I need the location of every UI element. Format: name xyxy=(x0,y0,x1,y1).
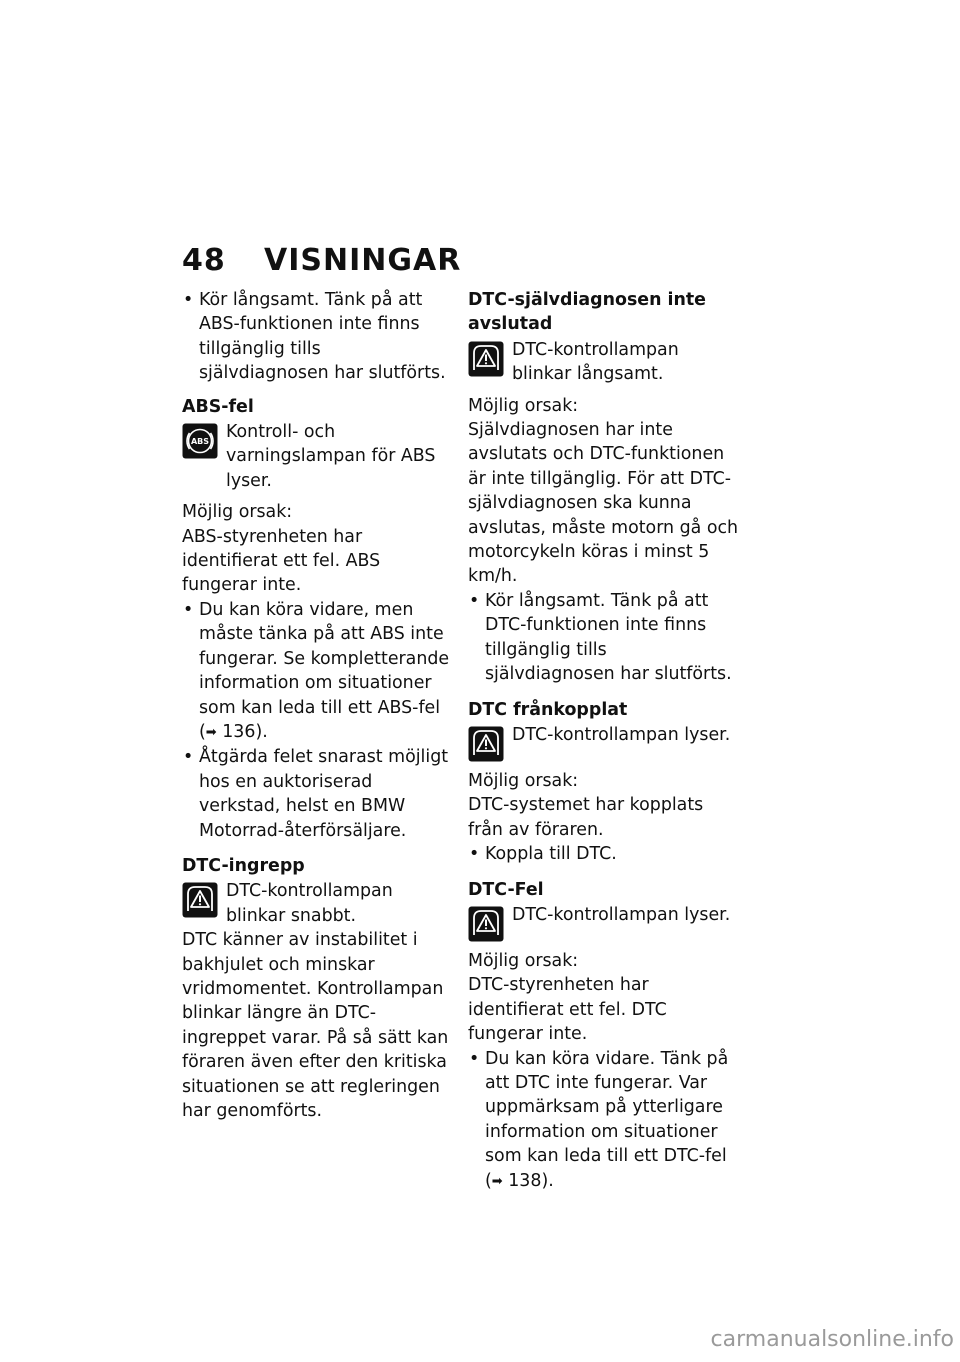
abs-warning-icon xyxy=(182,423,218,459)
indicator-row xyxy=(468,723,740,762)
bullet-item: • Kör långsamt. Tänk på att DTC-funktionen inte finns tillgänglig tills självdiagnosen har slutförts. xyxy=(469,590,732,685)
cause-label: Möjlig orsak: xyxy=(182,502,293,523)
section-heading-dtc-fel: DTC-Fel xyxy=(468,879,544,900)
cause-text: Självdiagnosen har inte avslutats och DTC-funktionen är inte tillgänglig. För att DTC-självdiagnosen ska kunna avslutas, måste motorn gå och motorcykeln köras i minst 5 km/h. xyxy=(468,420,739,587)
left-column xyxy=(182,288,452,1123)
watermark: carmanualsonline.info xyxy=(710,1327,954,1352)
cause-label: Möjlig orsak: xyxy=(468,770,579,791)
bullet-item: • Koppla till DTC. xyxy=(469,844,617,865)
cause-label: Möjlig orsak: xyxy=(468,950,579,971)
indicator-description: DTC-kontrollampan blinkar snabbt. xyxy=(226,881,393,926)
indicator-row xyxy=(182,879,452,928)
indicator-row xyxy=(468,903,740,942)
section-heading-abs-fel: ABS-fel xyxy=(182,396,254,417)
bullet-item: • Kör långsamt. Tänk på att ABS-funktionen inte finns tillgänglig tills självdiagnosen har slutförts. xyxy=(183,290,446,384)
page-header xyxy=(182,243,461,278)
indicator-description: DTC-kontrollampan lyser. xyxy=(512,724,731,745)
bullet-item: • Du kan köra vidare. Tänk på att DTC inte fungerar. Var uppmärksam på ytterligare information om situationer som kan leda till ett DTC-fel (➡ 138). xyxy=(469,1048,729,1191)
dtc-warning-icon xyxy=(468,341,504,377)
section-body: DTC känner av instabilitet i bakhjulet och minskar vridmomentet. Kontrollampan blinkar längre än DTC-ingreppet varar. På så sätt kan föraren även efter den kritiska situationen se att regleringen har genomförts. xyxy=(182,930,449,1121)
indicator-description: DTC-kontrollampan lyser. xyxy=(512,904,731,925)
dtc-warning-icon xyxy=(182,882,218,918)
indicator-row xyxy=(182,420,452,493)
bullet-item: • Du kan köra vidare, men måste tänka på att ABS inte fungerar. Se kompletterande information om situationer som kan leda till ett ABS-fel (➡ 136). xyxy=(183,599,450,742)
cause-text: DTC-styrenheten har identifierat ett fel. DTC fungerar inte. xyxy=(468,975,667,1045)
page-ref-arrow-icon: ➡ xyxy=(491,1173,503,1189)
page-number: 48 xyxy=(182,243,226,278)
cause-text: DTC-systemet har kopplats från av föraren. xyxy=(468,795,704,840)
indicator-description: Kontroll- och varningslampan för ABS lyser. xyxy=(226,422,436,491)
cause-text: ABS-styrenheten har identifierat ett fel. ABS fungerar inte. xyxy=(182,526,381,596)
cause-label: Möjlig orsak: xyxy=(468,395,579,416)
indicator-row xyxy=(468,338,740,387)
page-ref: 138 xyxy=(508,1170,542,1191)
right-column xyxy=(468,288,740,1194)
dtc-warning-icon xyxy=(468,906,504,942)
dtc-warning-icon xyxy=(468,726,504,762)
page-ref-arrow-icon: ➡ xyxy=(205,724,217,740)
page-ref: 136 xyxy=(222,721,256,742)
page-title: VISNINGAR xyxy=(264,243,462,278)
section-heading-dtc-ingrepp: DTC-ingrepp xyxy=(182,855,305,876)
bullet-item: • Åtgärda felet snarast möjligt hos en auktoriserad verkstad, helst en BMW Motorrad-återförsäljare. xyxy=(183,747,449,841)
section-heading-selfdiag: DTC-självdiagnosen inte avslutad xyxy=(468,290,706,335)
indicator-description: DTC-kontrollampan blinkar långsamt. xyxy=(512,339,679,385)
section-heading-dtc-off: DTC frånkopplat xyxy=(468,699,628,720)
abs-icon-label: ABS xyxy=(190,437,210,447)
